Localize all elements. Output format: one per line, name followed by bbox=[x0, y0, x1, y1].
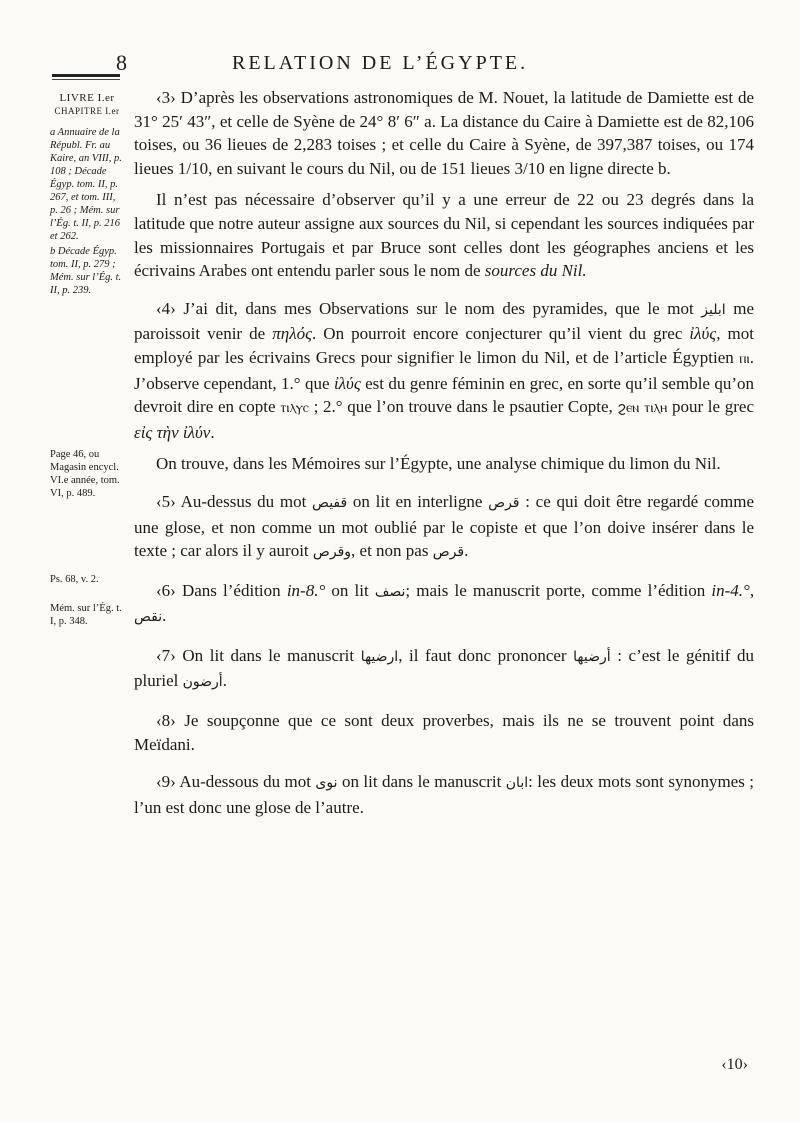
p9-arabic: ابان bbox=[505, 775, 529, 792]
p9-text: on lit dans le manuscrit bbox=[341, 772, 502, 792]
p5-text: , et non pas bbox=[351, 541, 429, 561]
p4-text: me paroissoit venir de bbox=[134, 298, 755, 344]
p4-greek: ἰλύς bbox=[689, 324, 717, 344]
running-title: RELATION DE L’ÉGYPTE. bbox=[232, 52, 529, 74]
paragraph-4 bbox=[134, 297, 754, 445]
paragraph-3: ‹3› D’après les observations astronomiques de M. Nouet, la latitude de Damiette est de 31° 25′ 43″, et celle de Syène de 24° 8′ 6″ a. La distance du Caire à Damiette est de 82,106 toises, ou 36 lieues de 2,283 toises ; et celle du Caire à Syène, de 397,387 toises, ou 174 lieues 1/10, en suivant le cours du Nil, ou de 151 lieues 3/10 en ligne directe b. bbox=[134, 88, 754, 178]
p6-text: ; mais le manuscrit porte, comme l’édition bbox=[405, 580, 706, 600]
p6-emphasis: in-8.° bbox=[286, 580, 326, 600]
p4-coptic: ⲧⲓⲗⲩⲥ bbox=[280, 400, 309, 417]
p6-emphasis: in-4.° bbox=[711, 580, 750, 600]
p6-text: on lit bbox=[331, 580, 369, 600]
p7-arabic: ارضيها bbox=[360, 648, 399, 665]
p7-text: ‹7› On lit dans le manuscrit bbox=[156, 645, 355, 665]
p7-arabic: أرضون bbox=[182, 674, 223, 691]
p7-arabic: أرضيها bbox=[573, 648, 611, 665]
p5-text: ‹5› Au-dessus du mot bbox=[156, 491, 307, 511]
margin-rule-thick bbox=[52, 74, 120, 77]
p7-text: . bbox=[222, 671, 227, 691]
p4-text: pour le grec bbox=[671, 397, 755, 417]
p6-arabic: نقص bbox=[134, 609, 163, 626]
p4-greek: εἰς τὴν ἰλύν bbox=[134, 422, 211, 442]
p6-text: . bbox=[162, 606, 167, 626]
p9-text: ‹9› Au-dessous du mot bbox=[156, 772, 311, 792]
paragraph-3b bbox=[134, 188, 754, 282]
paragraph-8: ‹8› Je soupçonne que ce sont deux proverbes, mais ils ne se trouvent point dans Meïdani. bbox=[134, 711, 754, 754]
p5-arabic: قفيص bbox=[312, 494, 348, 511]
p6-text: , bbox=[749, 580, 755, 600]
paragraph-7 bbox=[134, 644, 754, 695]
p4-text: . bbox=[210, 422, 215, 442]
p3b-text: Il n’est pas nécessaire d’observer qu’il y a une erreur de 22 ou 23 degrés dans la latitude que notre auteur assigne aux sources du Nil, si cependant les sources indiquées par les missionnaires Portugais et par Bruce sont celles dont les géographes anciens et les écrivains Arabes ont entendu parler sous le nom de bbox=[134, 190, 754, 281]
paragraph-6 bbox=[134, 579, 754, 630]
p4-text: est du genre féminin en grec, en sorte qu’il semble qu’on devroit dire en copte bbox=[134, 373, 755, 417]
p7-text: , il faut donc prononcer bbox=[398, 645, 567, 665]
p5-arabic: وقرص bbox=[312, 544, 352, 561]
margin-note-page: Page 46, ou Magasin encycl. VI.e année, tom. VI, p. 489. bbox=[50, 449, 120, 499]
page-number: 8 bbox=[116, 50, 127, 75]
p9-text: : les deux mots sont synonymes ; l’un est donc une glose de l’autre. bbox=[134, 772, 754, 817]
p9-arabic: نوى bbox=[315, 775, 338, 792]
margin-livre: LIVRE I.er bbox=[59, 92, 115, 104]
paragraph-5 bbox=[134, 490, 754, 565]
p4-text: . J’observe cependant, 1.° que bbox=[134, 347, 754, 393]
paragraph-9 bbox=[134, 770, 754, 819]
p4-text: ; 2.° que l’on trouve dans le psautier Copte, bbox=[313, 397, 613, 417]
p5-arabic: قرص bbox=[432, 544, 465, 561]
margin-note-a: a Annuaire de la Républ. Fr. au Kaire, an VIII, p. 108 ; Décade Égyp. tom. II, p. 267, et tom. III, p. 26 ; Mém. sur l’Ég. t. II, p. 216 et 262. bbox=[50, 127, 122, 242]
p5-text: : ce qui doit être regardé comme une glose, et non comme un mot oublié par le copiste et que l’on doive insérer dans le texte ; car alors il y auroit bbox=[134, 491, 754, 561]
paragraph-4b: On trouve, dans les Mémoires sur l’Égypte, une analyse chimique du limon du Nil. bbox=[156, 454, 721, 474]
margin-note-b: b Décade Égyp. tom. II, p. 279 ; Mém. sur l’Ég. t. II, p. 239. bbox=[50, 246, 122, 296]
margin-note-mem: Mém. sur l’Ég. t. I, p. 348. bbox=[50, 603, 122, 627]
p4-coptic: ϩⲉⲛ ⲧⲓⲗⲏ bbox=[617, 400, 668, 417]
margin-note-ps: Ps. 68, v. 2. bbox=[50, 574, 99, 585]
p4-greek: πηλός bbox=[272, 324, 312, 344]
p6-arabic: نصف bbox=[374, 583, 406, 600]
p7-text: : c’est le génitif du pluriel bbox=[134, 645, 754, 691]
catchword: ‹10› bbox=[721, 1056, 748, 1073]
margin-rule-thin bbox=[52, 79, 120, 80]
p5-text: . bbox=[464, 541, 469, 561]
main-text bbox=[134, 86, 754, 819]
p4-arabic: ابليز bbox=[701, 301, 726, 318]
p4-text: , mot employé par les écrivains Grecs pour signifier le limon du Nil, et de l’article Égyptien bbox=[134, 324, 754, 367]
p4-greek: ἰλύς bbox=[333, 373, 361, 393]
margin-chapitre: CHAPITRE I.er bbox=[54, 106, 120, 116]
p3b-emphasis: sources du Nil. bbox=[484, 261, 587, 281]
p4-text: ‹4› J’ai dit, dans mes Observations sur le nom des pyramides, que le mot bbox=[156, 298, 694, 318]
margin-block-top bbox=[50, 92, 124, 297]
p4-coptic: ⲡⲓ bbox=[739, 350, 750, 367]
p6-text: ‹6› Dans l’édition bbox=[156, 580, 281, 600]
p5-arabic: قرص bbox=[488, 494, 520, 511]
p5-text: on lit en interligne bbox=[352, 491, 483, 511]
p4-text: . On pourroit encore conjecturer qu’il vient du grec bbox=[311, 324, 683, 344]
